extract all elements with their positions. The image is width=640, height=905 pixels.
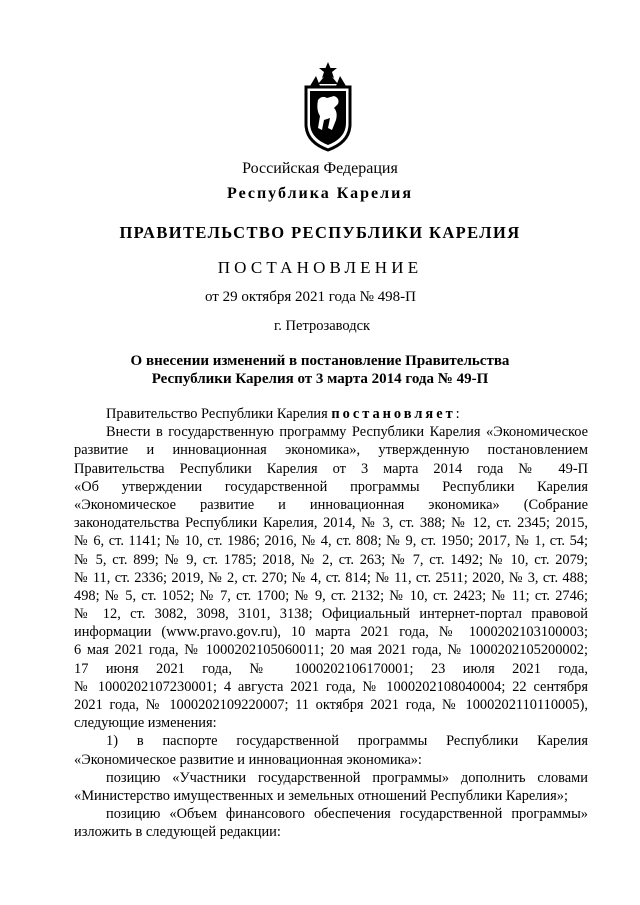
body-line: № 5, ст. 899; № 9, ст. 1785; 2018, № 2, ст. 263; № 7, ст. 1492; № 10, ст. 2079; — [74, 551, 588, 568]
body-line: законодательства Республики Карелия, 2014, № 3, ст. 388; № 12, ст. 2345; 2015, — [74, 515, 588, 532]
document-city: г. Петрозаводск — [274, 318, 371, 334]
body-line: 17 июня 2021 года, № 1000202106170001; 23 июля 2021 года, — [74, 660, 588, 677]
document-body — [74, 405, 588, 842]
body-line: «Об утверждении государственной программы Республики Карелия — [74, 478, 588, 495]
body-line: Внести в государственную программу Республики Карелия «Экономическое — [106, 424, 588, 441]
document-type: ПОСТАНОВЛЕНИЕ — [217, 258, 423, 277]
body-line: 6 мая 2021 года, № 1000202105060011; 20 мая 2021 года, № 1000202105200002; — [74, 642, 588, 659]
body-line: позицию «Участники государственной программы» дополнить словами — [106, 769, 588, 786]
title-line: О внесении изменений в постановление Правительства — [130, 353, 510, 369]
government-name: ПРАВИТЕЛЬСТВО РЕСПУБЛИКИ КАРЕЛИЯ — [119, 223, 521, 242]
title-line: Республики Карелия от 3 марта 2014 года № 49-П — [151, 371, 489, 387]
body-line: информации (www.pravo.gov.ru), 10 марта 2021 года, № 1000202103100003; — [74, 624, 588, 641]
karelia-coat-of-arms-icon — [300, 62, 356, 152]
intro-line — [74, 405, 588, 423]
body-line: 2021 года, № 1000202109220007; 11 октября 2021 года, № 1000202110110005), — [74, 697, 588, 713]
body-line: № 11, ст. 2336; 2019, № 2, ст. 270; № 4, ст. 814; № 11, ст. 2511; 2020, № 3, ст. 488; — [74, 569, 588, 586]
intro-prefix: Правительство Республики Карелия — [106, 406, 332, 422]
body-line: позицию «Объем финансового обеспечения государственной программы» — [106, 806, 588, 823]
republic-name: Республика Карелия — [227, 185, 413, 202]
body-line: Правительства Республики Карелия от 3 марта 2014 года № 49-П — [74, 460, 588, 477]
body-line: «Экономическое развитие и инновационная экономика»: — [74, 751, 422, 768]
body-line: «Экономическое развитие и инновационная экономика» (Собрание — [74, 496, 588, 513]
intro-resolution-word: постановляет — [331, 406, 456, 422]
body-line: 1) в паспорте государственной программы Республики Карелия — [106, 733, 588, 750]
body-line: № 12, ст. 3082, 3098, 3101, 3138; Официальный интернет-портал правовой — [74, 606, 588, 623]
body-line: следующие изменения: — [74, 715, 217, 732]
body-line: изложить в следующей редакции: — [74, 824, 281, 841]
country-name: Российская Федерация — [242, 160, 398, 177]
body-line: № 6, ст. 1141; № 10, ст. 1986; 2016, № 4, ст. 808; № 9, ст. 1950; 2017, № 1, ст. 54; — [74, 533, 588, 550]
intro-suffix: : — [455, 406, 460, 422]
document-title — [0, 352, 640, 388]
body-line: № 1000202107230001; 4 августа 2021 года, № 1000202108040004; 22 сентября — [74, 678, 588, 695]
body-line: «Министерство имущественных и земельных отношений Республики Карелия»; — [74, 787, 568, 804]
body-line: 498; № 5, ст. 1052; № 7, ст. 1700; № 9, ст. 2132; № 10, ст. 2423; № 11; ст. 2746; — [74, 587, 588, 604]
body-line: развитие и инновационная экономика», утвержденную постановлением — [74, 442, 588, 459]
document-date-number: от 29 октября 2021 года № 498-П — [205, 289, 417, 305]
